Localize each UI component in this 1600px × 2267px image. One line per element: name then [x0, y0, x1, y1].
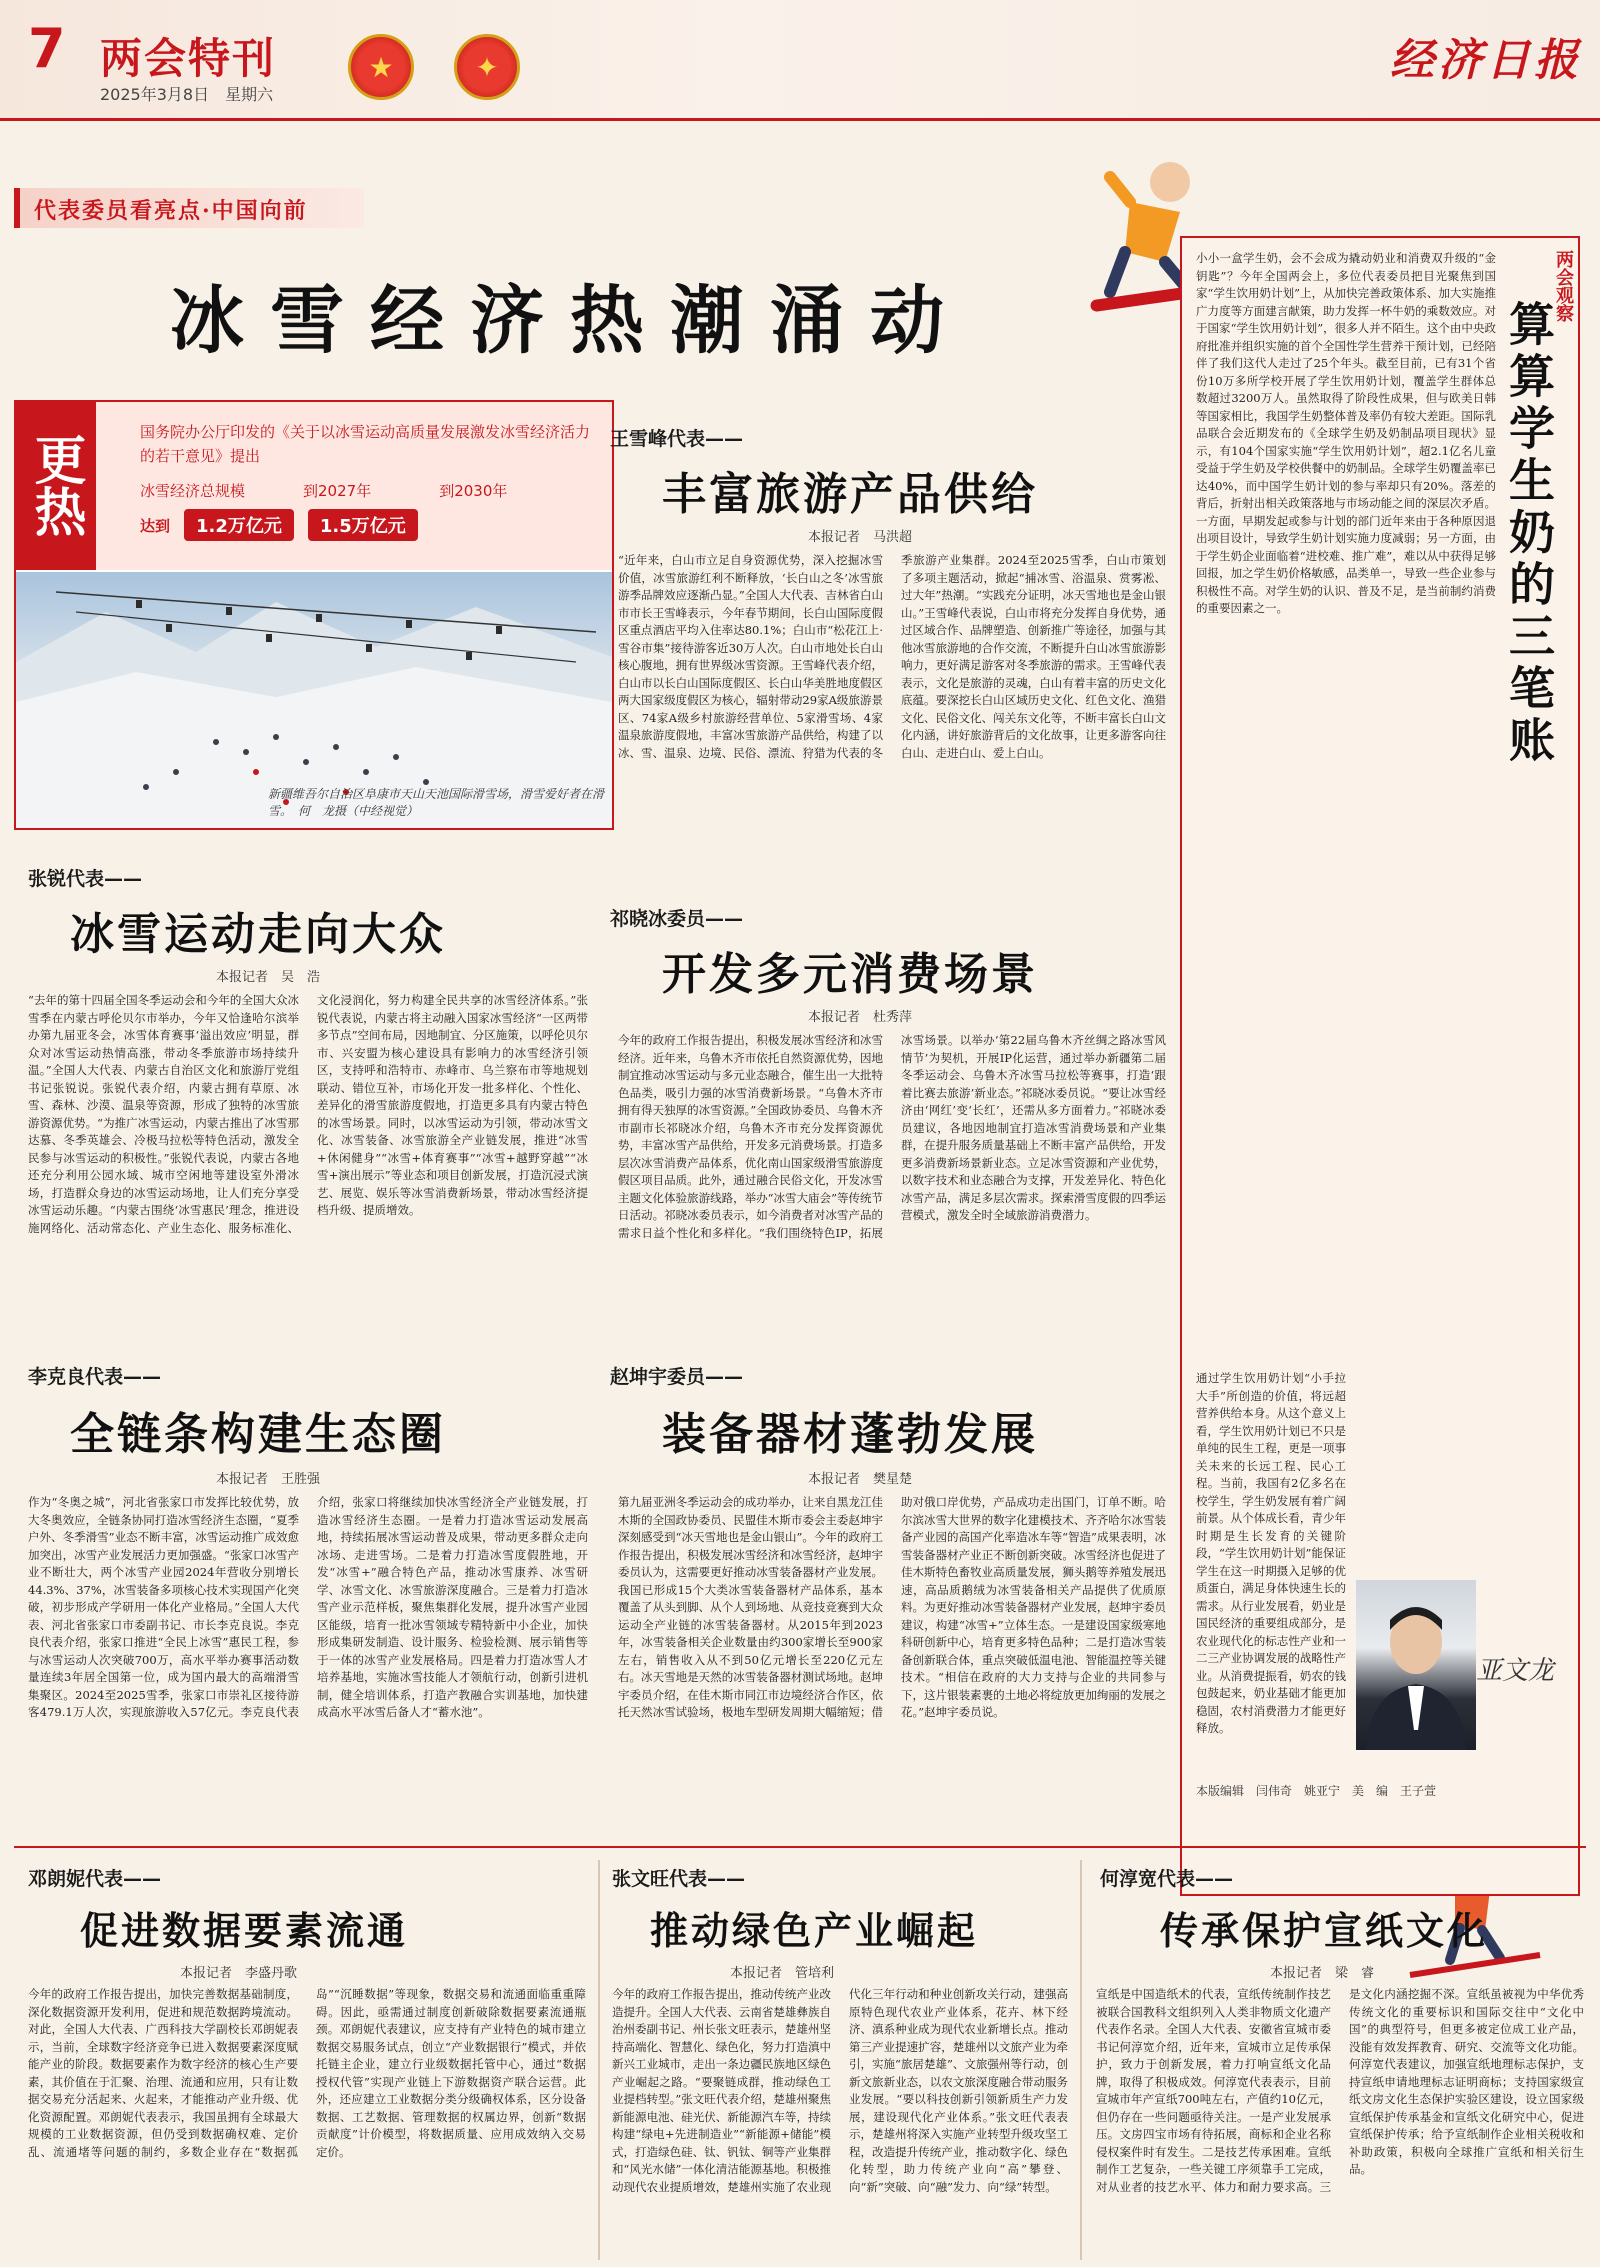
article-title: 开发多元消费场景 [662, 949, 1038, 1000]
article-reporter: 本报记者 王胜强 [216, 1472, 321, 1487]
article-body: “去年的第十四届全国冬季运动会和今年的全国大众冰雪季在内蒙古呼伦贝尔市举办，今年又恰逢哈尔滨举办第九届亚冬会，冰雪体育赛事‘溢出效应’明显，群众对冰雪运动热情高涨，带动冬季旅游市场持续升温。”全国人大代表、内蒙古自治区文化和旅游厅党组书记张锐说。张锐代表介绍，内蒙古拥有草原、冰雪、森林、沙漠、温泉等资源，形成了独特的冰雪旅游资源优势。“为推广冰雪运动，内蒙古推出了冰雪那达慕、冬季英雄会、冷极马拉松等特色活动，激发全民参与冰雪运动的积极性。”张锐代表说，内蒙古各地还充分利用公园水域、城市空闲地等建设室外滑冰场，打造群众身边的冰雪运动场地，让人们充分享受冰雪运动乐趣。“内蒙古围绕‘冰雪惠民’理念，推进设施网络化、活动常态化、产业生态化、服务标准化、文化浸润化，努力构建全民共享的冰雪经济体系。”张锐代表说，内蒙古将主动融入国家冰雪经济“一区两带多节点”空间布局，因地制宜、分区施策，以呼伦贝尔市、兴安盟为核心建设具有影响力的冰雪经济引领区，支持呼和浩特市、赤峰市、乌兰察布市等地规划联动、错位互补，市场化开发一批多样化、个性化、差异化的滑雪旅游度假地，打造更多具有内蒙古特色的冰雪场景。同时，以冰雪运动为引领，带动冰雪文化、冰雪装备、冰雪旅游全产业链发展，推进“冰雪+休闲健身”“冰雪+体育赛事”“冰雪+越野穿越”“冰雪+演出展示”等业态和项目创新发展，打造沉浸式演艺、展览、娱乐等冰雪消费新场景，带动冰雪经济提档升级、提质增效。 [28, 993, 588, 1235]
article-reporter: 本报记者 梁 睿 [1270, 1966, 1375, 1981]
page-number: 7 [28, 17, 66, 80]
article-body: 今年的政府工作报告提出，推动传统产业改造提升。全国人大代表、云南省楚雄彝族自治州委副书记、州长张文旺表示，楚雄州坚持高端化、智慧化、绿色化，努力打造滇中新兴工业城市，走出一条边疆民族地区绿色产业崛起之路。“要聚链成群，推动绿色工业提档转型。”张文旺代表介绍，楚雄州聚焦新能源电池、硅光伏、新能源汽车等，持续构建“绿电+先进制造业”“新能源+储能”模式，打造绿色硅、钛、钒钛、铜等产业集群和“风光水储”一体化清洁能源基地。积极推动现代农业提质增效，楚雄州实施了农业现代化三年行动和种业创新攻关行动，建强高原特色现代农业产业体系，花卉、林下经济、滇系种业成为现代农业新增长点。推动第三产业提速扩容，楚雄州以文旅产业为牵引，实施“旅居楚雄”、文旅强州等行动，创新文旅新业态，以农文旅深度融合带动服务业发展。“要以科技创新引领新质生产力发展，建设现代化产业体系。”张文旺代表表示，楚雄州将深入实施产业转型升级攻坚工程，改造提升传统产业，推动数字化、绿色化转型，助力传统产业向“高”攀登、向“新”突破、向“融”发力、向“绿”转型。 [612, 1987, 1068, 2194]
header-divider [0, 118, 1600, 121]
article-title: 全链条构建生态圈 [70, 1409, 446, 1460]
section-ribbon [14, 188, 364, 228]
sidebar-headline: 算算学生奶的三笔账 [1502, 300, 1556, 768]
article-body: 宣纸是中国造纸术的代表，宣纸传统制作技艺被联合国教科文组织列入人类非物质文化遗产代表作名录。全国人大代表、安徽省宣城市委书记何淳宽介绍，近年来，宣城市立足传承保护，致力于创新发展，着力打响宣纸文化品牌，取得了积极成效。何淳宽代表表示，目前宣城市年产宣纸700吨左右，产值约10亿元，但仍存在一些问题亟待关注。一是产业发展承压。文房四宝市场有待拓展，商标和企业名称侵权案件时有发生。二是技艺传承困难。宣纸制作工艺复杂，一些关键工序须靠手工完成，对从业者的技艺水平、体力和耐力要求高。三是文化内涵挖掘不深。宣纸虽被视为中华优秀传统文化的重要标识和国际交往中“文化中国”的典型符号，但更多被定位成工业产品，没能有效发挥教育、研究、交流等文化功能。何淳宽代表建议，加强宣纸地理标志保护，支持宣纸申请地理标志证明商标；支持国家级宣纸文房文化生态保护实验区建设，设立国家级宣纸保护传承基金和宣纸文化研究中心，促进宣纸保护传承；给予宣纸制作企业相关税收和补助政策，积极向全球推广宣纸和相关衍生品。 [1096, 1987, 1584, 2194]
article-byline: 何淳宽代表—— [1100, 1868, 1234, 1890]
infographic-figures [140, 480, 600, 541]
article-byline: 王雪峰代表—— [610, 428, 744, 450]
article-title: 丰富旅游产品供给 [662, 469, 1038, 520]
y2030-label: 到2030年 [439, 482, 508, 500]
article-reporter: 本报记者 马洪超 [808, 530, 913, 545]
article-reporter: 本报记者 杜秀萍 [808, 1010, 913, 1025]
y2030-value: 1.5万亿元 [308, 509, 418, 541]
article-byline: 张文旺代表—— [612, 1868, 746, 1890]
column-divider [1080, 1860, 1082, 2260]
y2027-value: 1.2万亿元 [184, 509, 294, 541]
photo-caption: 新疆维吾尔自治区阜康市天山天池国际滑雪场，滑雪爱好者在滑雪。 何 龙摄（中经视觉） [268, 787, 605, 818]
author-portrait [1356, 1580, 1476, 1750]
article-body: 第九届亚洲冬季运动会的成功举办，让来自黑龙江佳木斯的全国政协委员、民盟佳木斯市委会主委赵坤宇深刻感受到“冰天雪地也是金山银山”。今年的政府工作报告提出，积极发展冰雪经济和冰雪经济，赵坤宇委员认为，这需要更好推动冰雪装备器材产业发展。我国已形成15个大类冰雪装备器材产品体系，基本覆盖了从头到脚、从个人到场地、从竞技竞赛到大众运动全产业链的冰雪装备器材。从2015年到2023年，冰雪装备相关企业数量由约300家增长至900家左右，销售收入从不到50亿元增长至220亿元左右。冰天雪地是天然的冰雪装备器材测试场地。赵坤宇委员介绍，在佳木斯市同江市边境经济合作区，依托天然冰雪试验场，极地车型研发周期大幅缩短；借助对俄口岸优势，产品成功走出国门，订单不断。哈尔滨冰雪大世界的数字化建模技术、齐齐哈尔冰雪装备产业园的高国产化率造冰车等“智造”成果表明，冰雪装备器材产业正不断创新突破。冰雪经济也促进了佳木斯特色畜牧业高质量发展，狮头鹅等养殖发展迅速，高品质鹅绒为冰雪装备相关产品提供了优质原料。为更好推动冰雪装备器材产业发展，赵坤宇委员建议，构建“冰雪+”立体生态。一是建设国家级寒地科研创新中心，培育更多特色品种；二是打造冰雪装备创新联合体，重点突破低温电池、智能温控等关键技术。“相信在政府的大力支持与企业的共同参与下，这片银装素裹的土地必将绽放更加绚丽的发展之花。”赵坤宇委员说。 [618, 1495, 1166, 1719]
issue-date: 2025年3月8日 星期六 [100, 85, 274, 104]
article-byline: 张锐代表—— [28, 868, 143, 890]
article-reporter: 本报记者 李盛丹歌 [180, 1966, 298, 1981]
article-title: 传承保护宣纸文化 [1160, 1908, 1489, 1953]
scale-label: 冰雪经济总规模 [140, 482, 246, 500]
author-signature: 亚文龙 [1476, 1656, 1555, 1686]
article-title: 冰雪运动走向大众 [70, 909, 446, 960]
y2027-label: 到2027年 [303, 482, 372, 500]
sidebar-body-continued: 通过学生饮用奶计划“小手拉大手”所创造的价值，将远超营养供给本身。从这个意义上看，学生饮用奶计划已不只是单纯的民生工程，更是一项事关未来的长远工程、民心工程。当前，我国有2亿多名在校学生，学生奶发展有着广阔前景。从个体成长看，青少年时期是生长发育的关键阶段，“学生饮用奶计划”能保证学生在这一时期摄入足够的优质蛋白，满足身体快速生长的需求。从行业发展看，奶业是国民经济的重要组成部分，是农业现代化的标志性产业和一二三产业协调发展的战略性产业。从消费提振看，奶农的钱包鼓起来，奶业基础才能更加稳固，农村消费潜力才能更好释放。 [1196, 1371, 1346, 1735]
main-headline: 冰雪经济热潮涌动 [170, 278, 970, 364]
page-editors: 本版编辑 闫伟奇 姚亚宁 美 编 王子萱 [1196, 1784, 1437, 1798]
article-body: 今年的政府工作报告提出，积极发展冰雪经济和冰雪经济。近年来，乌鲁木齐市依托自然资源优势，因地制宜推动冰雪运动与多元业态融合，催生出一大批特色品类，吸引力强的冰雪消费新场景。“乌鲁木齐市拥有得天独厚的冰雪资源。”全国政协委员、乌鲁木齐市副市长祁晓冰介绍，乌鲁木齐市充分发挥资源优势，丰富冰雪产品供给，开发多元消费场景。打造多层次冰雪消费产品体系，优化南山国家级滑雪旅游度假区项目品质。此外，通过融合民俗文化，开发冰雪主题文化体验旅游线路，举办“冰雪大庙会”等传统节日活动。祁晓冰委员表示，如今消费者对冰雪产品的需求日益个性化和多样化。“我们围绕特色IP，拓展冰雪场景。以举办‘第22届乌鲁木齐丝绸之路冰雪风情节’为契机，开展IP化运营，通过举办新疆第二届冬季运动会、乌鲁木齐冰雪马拉松等赛事，打造‘跟着比赛去旅游’新业态。”祁晓冰委员说。“要让冰雪经济由‘网红’变‘长红’，还需从多方面着力。”祁晓冰委员建议，各地因地制宜打造冰雪消费场景和产业集群，在提升服务质量基础上不断丰富产品供给，开发更多消费新场景新业态。立足冰雪资源和产业优势，以数字技术和业态融合为支撑，开发差异化、特色化冰雪产品，满足多层次需求。探索滑雪度假的四季运营模式，激发全时全域旅游消费潜力。 [618, 1033, 1166, 1240]
article-body: 作为“冬奥之城”，河北省张家口市发挥比较优势，放大冬奥效应，全链条协同打造冰雪经济生态圈，“夏季户外、冬季滑雪”业态不断丰富，冰雪运动推广成效愈加突出，冰雪产业发展活力更加强盛。“张家口冰雪产业不断壮大，两个冰雪产业园2024年营收分别增长44.3%、37%，冰雪装备多项核心技术实现国产化突破，初步形成产学研用一体化产业格局。”全国人大代表、河北省张家口市委副书记、市长李克良说。李克良代表介绍，张家口推进“全民上冰雪”惠民工程，参与冰雪运动人次突破700万，高水平举办赛事活动数量连续3年居全国第一位，成为国内最大的高端滑雪集聚区。2024至2025雪季，张家口市崇礼区接待游客479.1万人次，实现旅游收入57亿元。李克良代表介绍，张家口将继续加快冰雪经济全产业链发展，打造冰雪经济生态圈。一是着力打造冰雪运动发展高地，持续拓展冰雪运动普及成果，带动更多群众走向冰场、走进雪场。二是着力打造冰雪度假胜地，开发“冰雪+”融合特色产品，推动冰雪康养、冰雪研学、冰雪文化、冰雪旅游深度融合。三是着力打造冰雪产业示范样板，聚焦集群化发展，提升冰雪产业园区能级，培育一批冰雪领域专精特新中小企业，加快形成集研发制造、设计服务、检验检测、展示销售等于一体的冰雪产业发展格局。四是着力打造冰雪人才培养基地，实施冰雪技能人才领航行动，创新引进机制，健全培训体系，打造产教融合实训基地，加快建成高水平冰雪后备人才“蓄水池”。 [28, 1495, 588, 1719]
article-body: “近年来，白山市立足自身资源优势，深入挖掘冰雪价值，冰雪旅游红利不断释放，‘长白山之冬’冰雪旅游季品牌效应逐渐凸显。”全国人大代表、吉林省白山市市长王雪峰表示，今年春节期间，长白山国际度假区重点酒店平均入住率达80.1%；白山市“松花江上·雪谷市集”接待游客近30万人次。白山市地处长白山核心腹地，拥有世界级冰雪资源。王雪峰代表介绍，白山市以长白山国际度假区、长白山华美胜地度假区两大国家级度假区为核心，辐射带动29家A级旅游景区、74家A级乡村旅游经营单位、5家滑雪场、4家温泉旅游度假地，丰富冰雪旅游产品供给，构建了以冰、雪、温泉、边境、民俗、漂流、狩猎为代表的冬季旅游产业集群。2024至2025雪季，白山市策划了多项主题活动，掀起“捕冰雪、浴温泉、赏雾凇、过大年”热潮。“实践充分证明，冰天雪地也是金山银山。”王雪峰代表说，白山市将充分发挥自身优势，通过区域合作、品牌塑造、创新推广等途径，加强与其他冰雪旅游地的合作交流，不断提升白山冰雪旅游影响力，更好满足游客对冬季旅游的需求。王雪峰代表表示，文化是旅游的灵魂，白山有着丰富的历史文化底蕴。要深挖长白山区域历史文化、红色文化、渔猎文化、民俗文化、闯关东文化等，不断丰富长白山文化内涵，讲好旅游背后的文化故事，让更多游客向往白山、走进白山、爱上白山。 [618, 553, 1166, 760]
sidebar-body: 小小一盒学生奶，会不会成为撬动奶业和消费双升级的“金钥匙”？今年全国两会上，多位代表委员把目光聚焦到国家“学生饮用奶计划”上，从加快完善政策体系、加大实施推广力度等方面建言献策，助力发挥一杯牛奶的乘数效应。对于国家“学生饮用奶计划”，很多人并不陌生。这个由中央政府批准并组织实施的首个全国性学生营养干预计划，已经陪伴了我们这代人走过了25个年头。截至目前，已有31个省份10万多所学校开展了学生饮用奶计划，覆盖学生群体总数超过3200万人。虽然取得了阶段性成果，但与欧美日韩等国家相比，我国学生奶整体普及率仍有较大差距。国际乳品联合会近期发布的《全球学生奶及奶制品项目现状》显示，有104个国家实施“学生饮用奶计划”，超2.1亿名儿童受益于学生奶及学校供餐中的奶制品。全球学生奶覆盖率已达40%，而中国学生奶计划的参与率却只有20%。落差的背后，折射出相关政策落地与市场动能之间的深层次矛盾。一方面，早期发起或参与计划的部门近年来由于各种原因退出项目设计，导致学生奶计划实施力度减弱；另一方面，由于学生奶企业面临着“进校难、推广难”，难以从中获得足够回报，加之学生奶价格敏感，品类单一，导致一些企业参与积极性不高。对学生奶的认识、普及不足，是当前制约消费的重要因素之一。 [1196, 251, 1496, 615]
national-emblem-icon: ★ [348, 34, 414, 100]
infographic-label: 更热 [14, 400, 96, 570]
article-title: 装备器材蓬勃发展 [662, 1409, 1038, 1460]
section-title: 两会特刊 [100, 34, 277, 83]
article-reporter: 本报记者 吴 浩 [216, 970, 321, 985]
article-byline: 赵坤宇委员—— [610, 1366, 744, 1388]
article-title: 推动绿色产业崛起 [650, 1908, 979, 1953]
cppcc-emblem-icon: ✦ [454, 34, 520, 100]
column-divider [598, 1860, 600, 2260]
article-byline: 邓朗妮代表—— [28, 1868, 162, 1890]
infographic-text: 国务院办公厅印发的《关于以冰雪运动高质量发展激发冰雪经济活力的若干意见》提出 [140, 423, 591, 465]
article-byline: 李克良代表—— [28, 1366, 162, 1388]
article-body: 今年的政府工作报告提出，加快完善数据基础制度，深化数据资源开发利用，促进和规范数据跨境流动。对此，全国人大代表、广西科技大学副校长邓朗妮表示，当前，全球数字经济竞争已进入数据要素深度赋能产业的阶段。数据要素作为数字经济的核心生产要素，其价值在于汇聚、治理、流通和应用，只有让数据交易充分活起来、火起来，才能推动产业升级、优化资源配置。邓朗妮代表表示，我国虽拥有全球最大规模的工业数据资源，但仍受到数据确权难、定价乱、流通堵等问题的制约，多数企业存在“数据孤岛”“沉睡数据”等现象，数据交易和流通面临重重障碍。因此，亟需通过制度创新破除数据要素流通瓶颈。邓朗妮代表建议，应支持有产业特色的城市建立数据交易服务试点，创立“产业数据银行”模式，并依托链主企业，建立行业级数据托管中心，通过“数据授权代管”实现产业链上下游数据资产联合运营。此外，还应建立工业数据分类分级确权体系，区分设备数据、工艺数据、管理数据的权属边界，创新“数据贡献度”计价模型，将数据质量、应用成效纳入交易定价。 [28, 1987, 586, 2159]
ribbon-label: 代表委员看亮点·中国向前 [34, 198, 308, 224]
section-divider [14, 1846, 1586, 1848]
article-reporter: 本报记者 樊星楚 [808, 1472, 913, 1487]
article-reporter: 本报记者 管培利 [730, 1966, 835, 1981]
article-byline: 祁晓冰委员—— [610, 908, 744, 930]
reach-label: 达到 [140, 516, 171, 535]
article-title: 促进数据要素流通 [80, 1908, 409, 1953]
newspaper-masthead: 经济日报 [1390, 35, 1582, 86]
sidebar-tag: 两会观察 [1553, 250, 1574, 322]
